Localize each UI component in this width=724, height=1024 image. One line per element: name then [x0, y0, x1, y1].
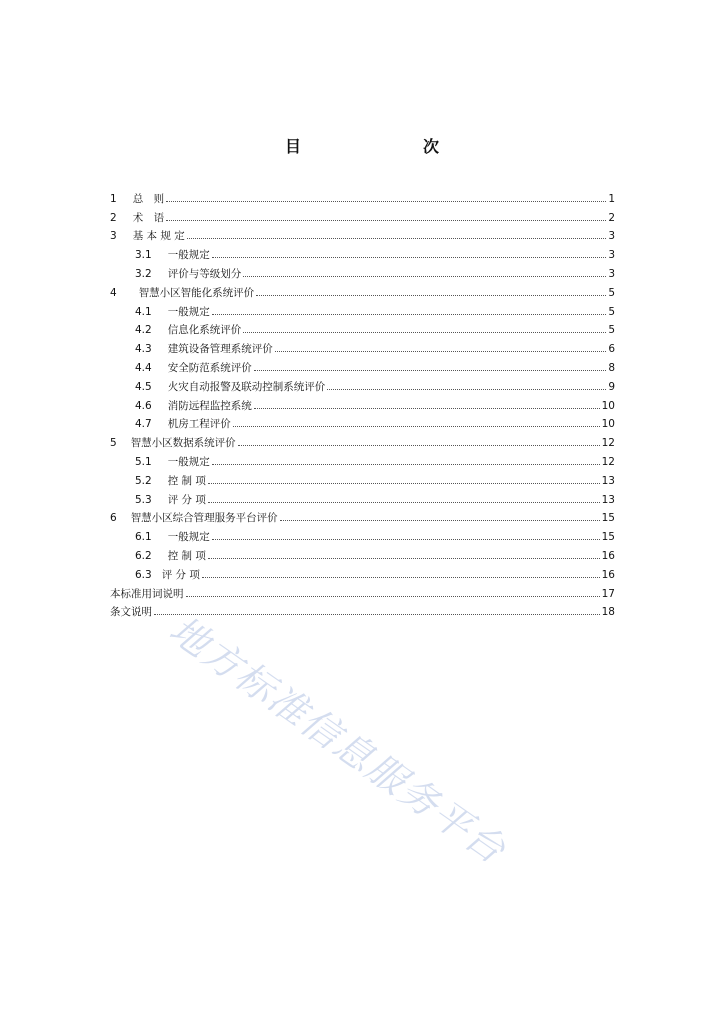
- toc-entry-title: 安全防范系统评价: [167, 361, 252, 374]
- toc-entry-title: 评 分 项: [161, 568, 200, 581]
- toc-leader-dots: [166, 201, 606, 202]
- toc-entry-number: 4.7: [135, 418, 152, 431]
- toc-leader-dots: [280, 520, 600, 521]
- toc-leader-dots: [243, 332, 606, 333]
- toc-entry-number: 4.1: [135, 305, 152, 318]
- toc-entry-title: 一般规定: [167, 531, 210, 544]
- toc-entry-page: 1: [608, 192, 615, 205]
- toc-entry-page: 16: [601, 568, 615, 581]
- toc-entry-title: 机房工程评价: [167, 418, 231, 431]
- toc-leader-dots: [212, 257, 607, 258]
- toc-entry[interactable]: [110, 374, 615, 393]
- toc-entry[interactable]: [110, 524, 615, 543]
- toc-entry-number: 3.2: [135, 267, 152, 280]
- toc-leader-dots: [254, 408, 600, 409]
- toc-entry-title: 评价与等级划分: [167, 267, 242, 280]
- toc-leader-dots: [187, 238, 607, 239]
- toc-entry-number: 6.2: [135, 549, 152, 562]
- toc-entry-title: 智慧小区数据系统评价: [130, 437, 236, 450]
- toc-entry[interactable]: [110, 412, 615, 431]
- toc-leader-dots: [212, 314, 607, 315]
- toc-entry[interactable]: [110, 543, 615, 562]
- toc-leader-dots: [212, 539, 600, 540]
- toc-leader-dots: [208, 483, 600, 484]
- toc-entry-page: 13: [601, 474, 615, 487]
- toc-entry[interactable]: [110, 242, 615, 261]
- toc-entry-number: 6.3: [135, 568, 152, 581]
- toc-entry-page: 18: [601, 606, 615, 619]
- toc-entry[interactable]: [110, 224, 615, 243]
- toc-entry-page: 13: [601, 493, 615, 506]
- toc-entry-title: 评 分 项: [167, 493, 206, 506]
- toc-entry-number: 4.2: [135, 324, 152, 337]
- toc-entry-number: 3.1: [135, 249, 152, 262]
- toc-entry-title: 火灾自动报警及联动控制系统评价: [167, 380, 326, 393]
- toc-leader-dots: [154, 614, 600, 615]
- toc-entry-title: 控 制 项: [167, 474, 206, 487]
- toc-entry[interactable]: [110, 318, 615, 337]
- watermark-text: 地方标准信息服务平台: [161, 607, 515, 873]
- toc-entry[interactable]: [110, 280, 615, 299]
- toc-entry-title: 智慧小区智能化系统评价: [138, 286, 255, 299]
- toc-leader-dots: [254, 370, 607, 371]
- toc-entry[interactable]: [110, 506, 615, 525]
- table-of-contents: [110, 186, 615, 618]
- toc-entry-title: 本标准用词说明: [110, 587, 184, 600]
- toc-entry[interactable]: [110, 261, 615, 280]
- toc-entry-number: 2: [110, 211, 117, 224]
- toc-leader-dots: [186, 596, 600, 597]
- toc-entry-page: 3: [608, 249, 615, 262]
- toc-entry[interactable]: [110, 430, 615, 449]
- toc-entry-title: 控 制 项: [167, 549, 206, 562]
- toc-entry[interactable]: [110, 487, 615, 506]
- toc-entry-page: 5: [608, 305, 615, 318]
- toc-entry-title: 一般规定: [167, 455, 210, 468]
- toc-leader-dots: [238, 445, 600, 446]
- toc-entry-page: 9: [608, 380, 615, 393]
- toc-entry-page: 15: [601, 531, 615, 544]
- toc-entry-page: 5: [608, 286, 615, 299]
- toc-entry-number: 5: [110, 437, 117, 450]
- toc-leader-dots: [166, 220, 606, 221]
- toc-entry-title: 信息化系统评价: [167, 324, 242, 337]
- toc-entry-page: 12: [601, 437, 615, 450]
- toc-entry-number: 3: [110, 230, 117, 243]
- toc-leader-dots: [256, 295, 606, 296]
- toc-entry[interactable]: [110, 562, 615, 581]
- toc-entry[interactable]: [110, 336, 615, 355]
- toc-leader-dots: [275, 351, 607, 352]
- toc-entry-number: 5.1: [135, 455, 152, 468]
- toc-entry-title: 消防远程监控系统: [167, 399, 252, 412]
- toc-leader-dots: [208, 502, 600, 503]
- toc-entry-number: 5.3: [135, 493, 152, 506]
- toc-entry-number: 1: [110, 192, 117, 205]
- toc-entry[interactable]: [110, 393, 615, 412]
- toc-entry[interactable]: [110, 468, 615, 487]
- toc-entry-title: 建筑设备管理系统评价: [167, 343, 273, 356]
- toc-entry-number: 4.5: [135, 380, 152, 393]
- toc-entry-number: 4.4: [135, 361, 152, 374]
- toc-entry-title: 一般规定: [167, 249, 210, 262]
- toc-entry-page: 2: [608, 211, 615, 224]
- toc-leader-dots: [208, 558, 600, 559]
- toc-entry-page: 10: [601, 399, 615, 412]
- toc-entry-page: 3: [608, 230, 615, 243]
- toc-entry-title: 基 本 规 定: [132, 230, 185, 243]
- page-title: 目 次: [284, 137, 469, 156]
- toc-entry[interactable]: [110, 186, 615, 205]
- toc-entry-page: 17: [601, 587, 615, 600]
- toc-leader-dots: [212, 464, 600, 465]
- toc-leader-dots: [233, 426, 600, 427]
- toc-entry-title: 一般规定: [167, 305, 210, 318]
- toc-entry-number: 5.2: [135, 474, 152, 487]
- toc-entry-number: 6: [110, 512, 117, 525]
- toc-entry[interactable]: [110, 299, 615, 318]
- toc-entry-title: 总 则: [132, 192, 165, 205]
- toc-entry-page: 16: [601, 549, 615, 562]
- toc-entry-page: 5: [608, 324, 615, 337]
- toc-entry-page: 3: [608, 267, 615, 280]
- toc-leader-dots: [327, 389, 606, 390]
- toc-leader-dots: [243, 276, 606, 277]
- toc-entry[interactable]: [110, 205, 615, 224]
- toc-entry[interactable]: [110, 581, 615, 600]
- toc-entry-number: 4: [110, 286, 117, 299]
- toc-leader-dots: [202, 577, 600, 578]
- toc-entry-page: 6: [608, 343, 615, 356]
- toc-entry-number: 4.3: [135, 343, 152, 356]
- toc-entry-title: 条文说明: [110, 606, 152, 619]
- toc-entry-page: 15: [601, 512, 615, 525]
- toc-entry-title: 智慧小区综合管理服务平台评价: [130, 512, 278, 525]
- toc-entry-number: 4.6: [135, 399, 152, 412]
- toc-entry-title: 术 语: [132, 211, 165, 224]
- toc-entry-page: 12: [601, 455, 615, 468]
- toc-entry[interactable]: [110, 449, 615, 468]
- toc-entry[interactable]: [110, 355, 615, 374]
- toc-entry-number: 6.1: [135, 531, 152, 544]
- toc-entry-page: 8: [608, 361, 615, 374]
- toc-entry-page: 10: [601, 418, 615, 431]
